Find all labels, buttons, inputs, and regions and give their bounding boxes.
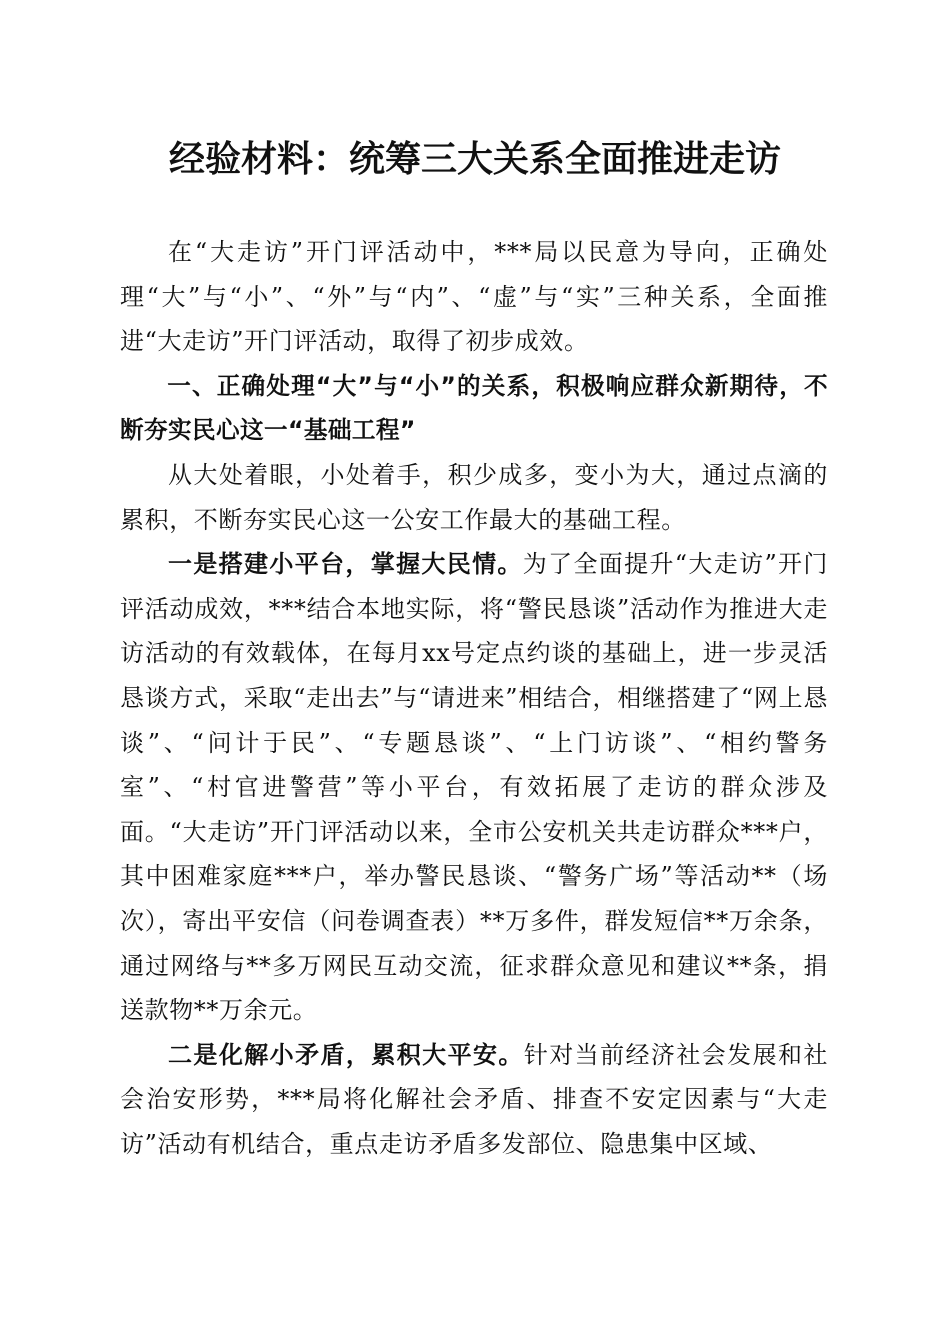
document-title: 经验材料：统筹三大关系全面推进走访: [168, 138, 781, 180]
section-summary-paragraph: 从大处着眼，小处着手，积少成多，变小为大，通过点滴的累积，不断夯实民心这一公安工作最大的基础工程。: [120, 460, 828, 534]
point-two-paragraph: [120, 1033, 828, 1167]
point-two-lead: 二是化解小矛盾，累积大平安。: [168, 1039, 524, 1069]
document-body: [120, 230, 828, 1166]
point-one-text: 为了全面提升“大走访”开门评活动成效，***结合本地实际，将“警民恳谈”活动作为推进大走访活动的有效载体，在每月xx号定点约谈的基础上，进一步灵活恳谈方式，采取“走出去”与“请进来”相结合，相继搭建了“网上恳谈”、“问计于民”、“专题恳谈”、“上门访谈”、“相约警务室”、“村官进警营”等小平台，有效拓展了走访的群众涉及面。“大走访”开门评活动以来，全市公安机关共走访群众***户，其中困难家庭***户，举办警民恳谈、“警务广场”等活动**（场次），寄出平安信（问卷调查表）**万多件，群发短信**万余条，通过网络与**多万网民互动交流，征求群众意见和建议**条，捐送款物**万余元。: [120, 550, 828, 1025]
intro-paragraph: 在“大走访”开门评活动中，***局以民意为导向，正确处理“大”与“小”、“外”与“内”、“虚”与“实”三种关系，全面推进“大走访”开门评活动，取得了初步成效。: [120, 238, 828, 356]
section-heading: 一、正确处理“大”与“小”的关系，积极响应群众新期待，不断夯实民心这一“基础工程”: [120, 371, 828, 445]
point-two-text: 针对当前经济社会发展和社会治安形势，***局将化解社会矛盾、排查不安定因素与“大走访”活动有机结合，重点走访矛盾多发部位、隐患集中区域、: [120, 1040, 828, 1158]
point-one-lead: 一是搭建小平台，掌握大民情。: [168, 549, 523, 579]
point-one-paragraph: [120, 542, 828, 1033]
